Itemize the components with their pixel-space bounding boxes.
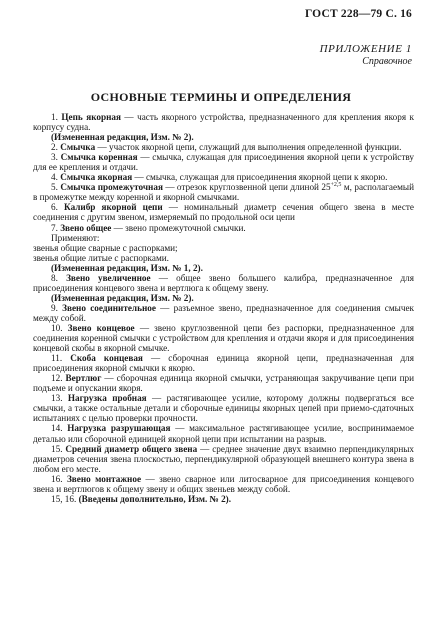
definition-text: — звено круглозвенной цепи без распорки, предназначенное для соединения коренной смычки с устройством для крепления и отдачи якоря и для присоединения концевой скобы в якорной смычке. [33, 322, 415, 354]
term: Калибр якорной цепи [64, 202, 163, 213]
term: Цепь якорная [61, 112, 121, 122]
definition-text: — номинальный диаметр сечения общего звена в месте соединения с другим звеном, измеряемый по продольной оси цепи [33, 202, 415, 223]
definition-text: — сборочная единица якорной цепи, предназначенная для присоединения якорной смычки к якорю. [33, 353, 414, 374]
term-definition [33, 202, 414, 222]
item-number: 11. [51, 353, 63, 364]
term: Смычка якорная [60, 172, 133, 183]
term-definition [33, 223, 414, 233]
term: Скоба концевая [70, 353, 143, 364]
definition-text: — среднее значение двух взаимно перпендикулярных диаметров сечения звена плоскостью, перпендикулярной образующей внешнего контура звена в любом его месте. [33, 443, 415, 474]
term-definition [33, 393, 414, 423]
term: Нагрузка пробная [67, 393, 147, 404]
amendment-note: (Измененная редакция, Изм. № 2). [51, 132, 194, 143]
definition-text: — участок якорной цепи, служащий для выполнения определенной функции. [95, 142, 402, 153]
item-number: 14. [51, 423, 63, 434]
item-number: 12. [51, 373, 63, 384]
term-definition [33, 182, 414, 202]
definition-text: — часть якорного устройства, предназначенного для крепления якоря к корпусу судна. [33, 112, 415, 133]
term-definition [33, 353, 414, 373]
definition-text: — максимальное растягивающее усилие, воспринимаемое деталью или сборочной единицей якорной цепи при испытании на разрыв. [33, 423, 414, 444]
term: Звено концевое [67, 322, 135, 333]
item-number: 3. [51, 152, 58, 163]
definition-text: — отрезок круглозвенной цепи длиной 25 [162, 182, 331, 193]
amendment-note: (Введены дополнительно, Изм. № 2). [78, 493, 232, 504]
amendment-note: (Измененная редакция, Изм. № 1, 2). [51, 262, 203, 273]
item-number: 15. [51, 443, 63, 454]
item-number: 16. [51, 473, 63, 484]
term-definition [33, 423, 414, 443]
definition-text: — растягивающее усилие, которому должны подвергаться все смычки, а также остальные детали и сборочные единицы якорных цепей при приемо-сдаточных испытаниях с целью проверки прочности. [33, 393, 414, 424]
term: Звено соединительное [62, 302, 156, 313]
term-definition [33, 474, 414, 494]
term-definition [33, 373, 414, 393]
tolerance-superscript: +2,5 [330, 182, 342, 189]
paragraph: звенья общие литые с распорками. [33, 252, 169, 263]
term: Звено общее [60, 222, 112, 233]
item-number: 13. [51, 393, 63, 404]
term: Звено увеличенное [66, 272, 151, 283]
item-number: 15, 16. [51, 493, 77, 504]
definition-text: — смычка, служащая для присоединения якорной цепи к якорю. [132, 172, 388, 183]
term: Смычка коренная [60, 152, 138, 163]
term-definition [33, 323, 414, 353]
definition-text: м, располагаемый в промежутке между коренной и якорной смычками. [33, 182, 414, 203]
paragraph: Применяют: [51, 232, 100, 243]
term-definition [33, 152, 414, 172]
term: Средний диаметр общего звена [65, 443, 198, 454]
amendment-note: (Измененная редакция, Изм. № 2). [51, 292, 194, 303]
item-number: 4. [51, 172, 58, 183]
item-number: 7. [51, 222, 58, 233]
term-definition [33, 172, 414, 182]
definition-text: — общее звено большего калибра, предназначенное для присоединения концевого звена и вертлюга к общему звену. [33, 272, 414, 293]
item-number: 10. [51, 322, 63, 333]
definition-text: — разъемное звено, предназначенное для соединения смычек между собой. [33, 302, 414, 323]
item-number: 6. [51, 202, 58, 213]
term: Звено монтажное [66, 473, 142, 484]
page-header: ГОСТ 228—79 С. 16 [304, 8, 412, 20]
term: Смычка [60, 142, 96, 153]
item-number: 1. [51, 112, 58, 122]
item-number: 9. [51, 302, 58, 313]
appendix-title: ПРИЛОЖЕНИЕ 1 [319, 43, 412, 55]
term-definition [33, 142, 414, 152]
term-definition [33, 273, 414, 293]
term: Смычка промежуточная [60, 182, 163, 193]
definition-text: — звено промежуточной смычки. [111, 222, 246, 233]
item-number: 2. [51, 142, 58, 153]
terms-body [33, 112, 414, 504]
term-definition [33, 444, 414, 474]
definition-text: — звено сварное или литосварное для присоединения концевого звена и вертлюгов к общему звену и общих звеньев между собой. [33, 473, 415, 494]
definition-text: — смычка, служащая для присоединения якорной цепи к устройству для ее крепления и отдачи. [33, 152, 415, 173]
item-number: 5. [51, 182, 58, 193]
appendix-label [320, 43, 412, 67]
term: Вертлюг [65, 373, 102, 384]
item-number: 8. [51, 272, 58, 283]
term-definition [33, 494, 414, 504]
paragraph: звенья общие сварные с распорками; [33, 242, 178, 253]
definition-text: — сборочная единица якорной смычки, устраняющая закручивание цепи при подъеме и опускании якоря. [33, 373, 414, 394]
appendix-subtitle: Справочное [362, 55, 412, 67]
document-title: ОСНОВНЫЕ ТЕРМИНЫ И ОПРЕДЕЛЕНИЯ [90, 90, 352, 104]
term: Нагрузка разрушающая [67, 423, 171, 434]
term-definition [33, 303, 414, 323]
term-definition [33, 112, 414, 132]
